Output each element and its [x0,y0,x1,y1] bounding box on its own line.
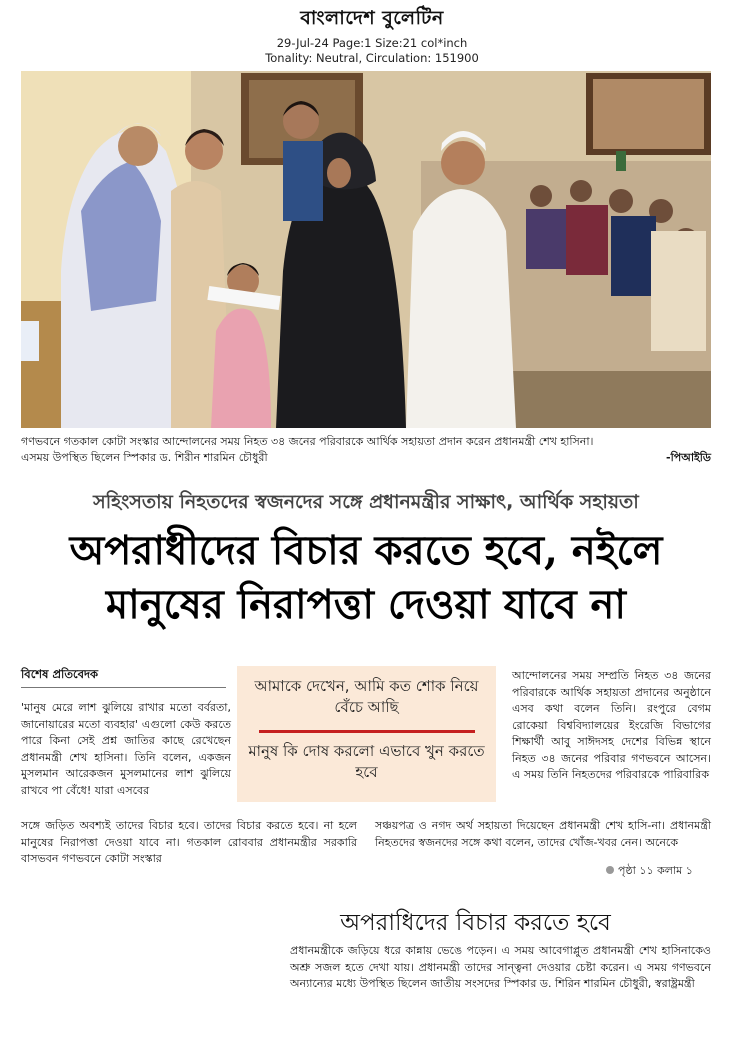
bullet-icon [606,866,614,874]
clipping-meta-date: 29-Jul-24 Page:1 Size:21 col*inch [276,36,468,50]
pullquote-2: মানুষ কি দোষ করলো এভাবে খুন করতে হবে [248,742,485,781]
masthead [0,4,744,66]
pullquote-1: আমাকে দেখেন, আমি কত শোক নিয়ে বেঁচে আছি [254,677,479,716]
photo-credit: -পিআইডি [666,451,711,464]
continuation-jump [606,862,693,881]
article-byline: বিশেষ প্রতিবেদক [21,666,226,688]
news-photo-illustration [21,71,711,428]
pullquote-divider [259,730,475,733]
photo-caption-line2: এসময় উপস্থিত ছিলেন স্পিকার ড. শিরীন শারমিন চৌধুরী [21,451,268,464]
newspaper-name: বাংলাদেশ বুলেটিন [300,7,444,29]
pullquote-box [237,666,496,802]
article-bottom-left: সঙ্গে জড়িত অবশ্যই তাদের বিচার হবে। তাদের বিচার করতে হবে। না হলে মানুষের নিরাপত্তা দেওয়া যাবে না। গতকাল রোববার প্রধানমন্ত্রীর সরকারি বাসভবন গণভবনে কোটা সংস্কার [21,819,357,865]
article-bottom-right: সঞ্চয়পত্র ও নগদ অর্থ সহায়তা দিয়েছেন প্রধানমন্ত্রী শেখ হাসি-না। প্রধানমন্ত্রী নিহতদের স্বজনদের সঙ্গে কথা বলেন, তাদের খোঁজ-খবর নেন। অনেকে [375,819,711,849]
continuation-text: প্রধানমন্ত্রীকে জড়িয়ে ধরে কান্নায় ভেঙে পড়েন। এ সময় আবেগাপ্লুত প্রধানমন্ত্রী শেখ হাসিনাকেও অশ্রু সজল হতে দেখা যায়। প্রধানমন্ত্রী তাদের সান্ত্বনা দেওয়ার চেষ্টা করেন। এ সময় গণভবনে অন্যান্যের মধ্যে উপস্থিত ছিলেন জাতীয় সংসদের স্পিকার ড. শিরিন শারমিন চৌধুরী, স্বরাষ্ট্রমন্ত্রী [290,944,711,990]
article-headline [21,524,711,632]
headline-line1: অপরাধীদের বিচার করতে হবে, নইলে [69,527,663,574]
continuation-subhead: অপরাধিদের বিচার করতে হবে [340,910,611,936]
clipping-meta-tonality: Tonality: Neutral, Circulation: 151900 [265,51,479,65]
news-photo [21,71,711,428]
article-kicker: সহিংসতায় নিহতদের স্বজনদের সঙ্গে প্রধানমন্ত্রীর সাক্ষাৎ, আর্থিক সহায়তা [93,491,639,513]
jump-label: পৃষ্ঠা ১১ কলাম ১ [618,864,693,877]
article-column-3: আন্দোলনের সময় সম্প্রতি নিহত ৩৪ জনের পরিবারকে আর্থিক সহায়তা প্রদানের অনুষ্ঠানে এসব কথা বলেন তিনি। রংপুরে বেগম রোকেয়া বিশ্ববিদ্যালয়ের ইংরেজি বিভাগের শিক্ষার্থী আবু সাঈদসহ দেশের বিভিন্ন স্থানে নিহত ৩৪ জনের পরিবার গণভবনে আসেন। এ সময় তিনি নিহতদের পরিবারকে পারিবারিক [512,669,711,781]
photo-caption-line1: গণভবনে গতকাল কোটা সংস্কার আন্দোলনের সময় নিহত ৩৪ জনের পরিবারকে আর্থিক সহায়তা প্রদান করেন প্রধানমন্ত্রী শেখ হাসিনা। [21,435,594,448]
article-column-1: 'মানুষ মেরে লাশ ঝুলিয়ে রাখার মতো বর্বরতা, জানোয়ারের মতো ব্যবহার' এগুলো কেউ করতে পারে কিনা সেই প্রশ্ন জাতির কাছে রেখেছেন প্রধানমন্ত্রী শেখ হাসিনা। তিনি বলেন, একজন মুসলমান আরেকজন মুসলমানের লাশ ঝুলিয়ে রাখবে পা বেঁধে! যারা এসবের [21,701,231,797]
photo-caption [21,434,711,466]
headline-line2: মানুষের নিরাপত্তা দেওয়া যাবে না [105,581,627,628]
